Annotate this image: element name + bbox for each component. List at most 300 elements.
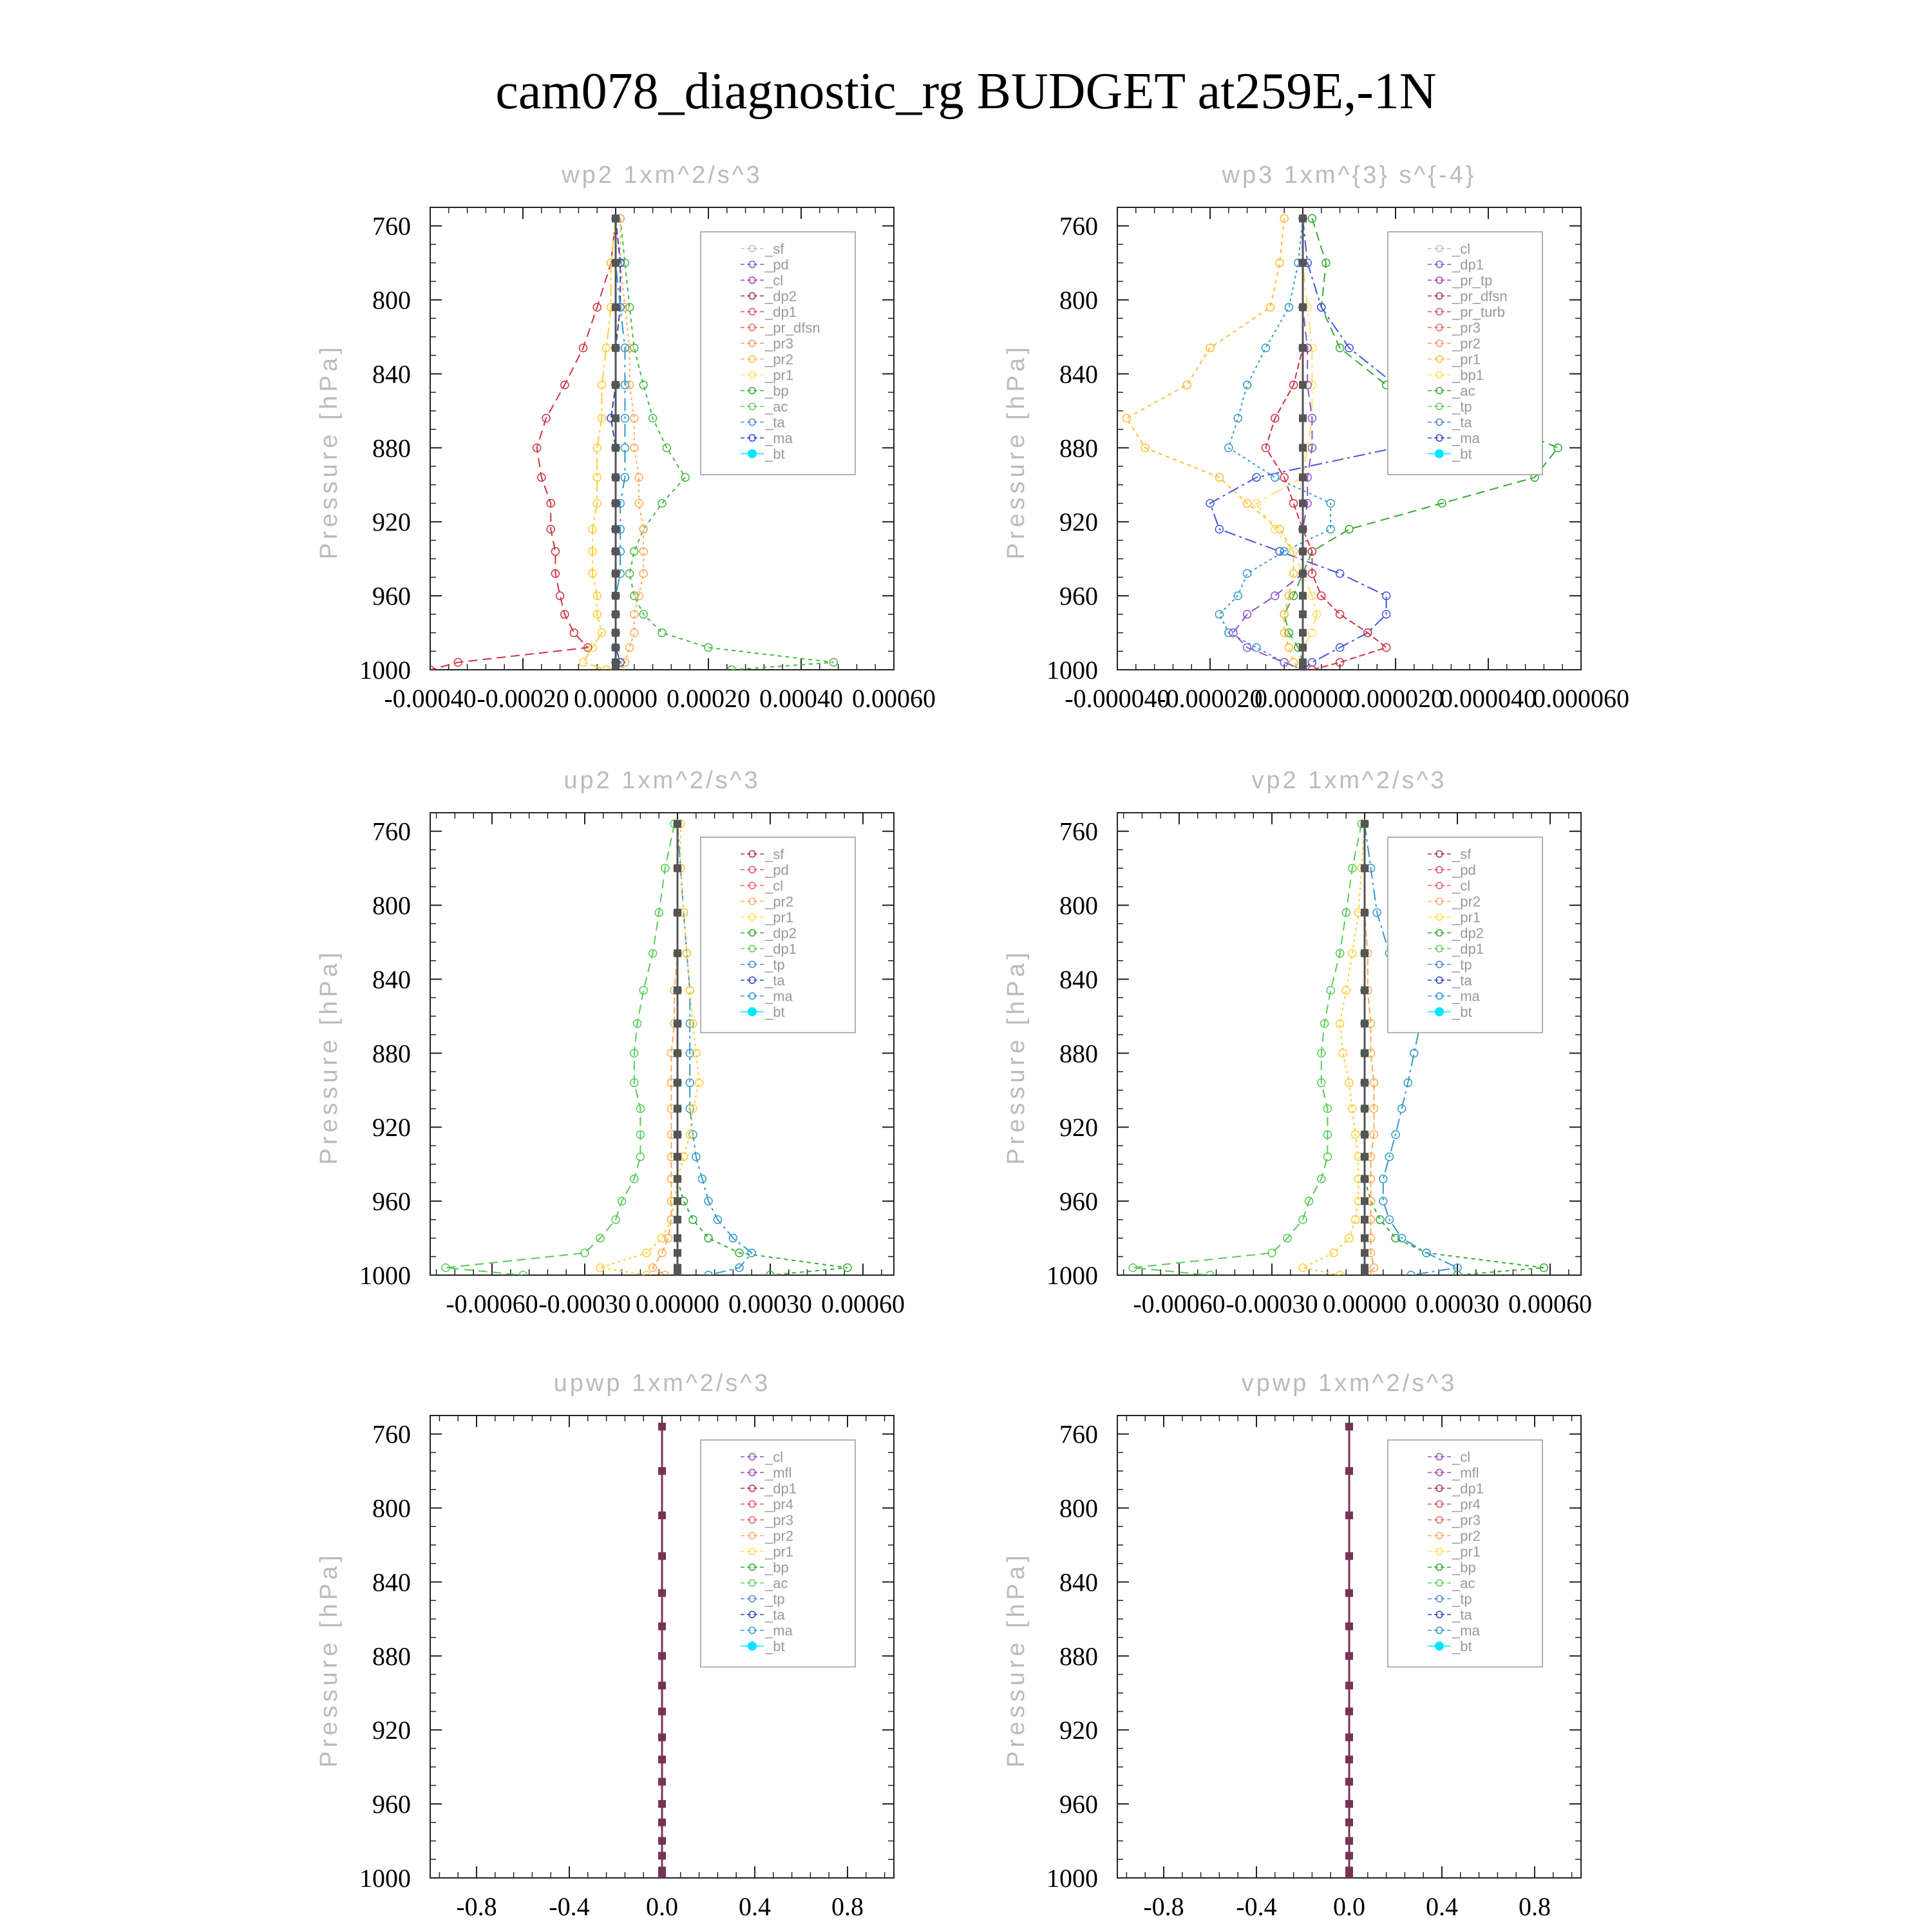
y-tick-label: 800 <box>1059 285 1098 315</box>
data-point-marker <box>1299 570 1307 578</box>
data-point-marker <box>674 1019 681 1027</box>
data-point-marker <box>658 500 666 507</box>
y-tick-label: 840 <box>372 359 411 389</box>
x-tick-label: 0.00060 <box>821 1289 905 1318</box>
legend-entry: _bp1 <box>1452 367 1484 383</box>
legend-entry: _pr3 <box>765 1512 794 1528</box>
legend-entry: _pr3 <box>1452 319 1481 336</box>
y-tick-label: 840 <box>1059 359 1098 389</box>
data-point-marker <box>1308 629 1316 637</box>
data-point-marker <box>1345 1681 1353 1689</box>
data-point-marker <box>630 344 638 352</box>
y-axis-label: Pressure [hPa] <box>1003 949 1030 1165</box>
data-point-marker <box>674 1216 681 1224</box>
plot-area <box>658 1423 666 1882</box>
legend-entry: _tp <box>765 956 785 973</box>
data-point-marker <box>1361 1216 1368 1224</box>
legend-entry: _tp <box>765 1591 785 1607</box>
data-point-marker <box>1271 592 1279 600</box>
y-tick-label: 880 <box>372 433 411 463</box>
figure-title: cam078_diagnostic_rg BUDGET at259E,-1N <box>495 63 1437 120</box>
data-point-marker <box>1361 987 1368 994</box>
y-tick-label: 920 <box>372 1716 411 1745</box>
data-point-marker <box>1299 214 1307 222</box>
y-tick-label: 920 <box>372 507 411 537</box>
legend-marker <box>1435 1007 1444 1016</box>
legend-marker <box>748 450 757 459</box>
legend-entry: _pr2 <box>765 1528 794 1544</box>
x-tick-label: 0.00030 <box>1416 1289 1499 1318</box>
legend-entry: _cl <box>765 878 784 894</box>
y-tick-label: 800 <box>372 1493 411 1523</box>
data-point-marker <box>612 303 620 311</box>
legend-entry: _sf <box>765 846 784 862</box>
data-point-marker <box>1379 1175 1387 1183</box>
data-point-marker <box>1345 1852 1353 1860</box>
y-tick-label: 920 <box>1059 507 1098 537</box>
x-tick-label: 0.000020 <box>1347 684 1444 713</box>
x-tick-label: 0.8 <box>831 1892 864 1921</box>
data-point-marker <box>1299 611 1307 618</box>
legend-entry: _pr1 <box>765 367 794 383</box>
y-tick-label: 1000 <box>1046 1261 1098 1290</box>
data-point-marker <box>1299 344 1307 352</box>
data-point-marker <box>1345 1734 1353 1741</box>
y-tick-label: 840 <box>372 1567 411 1597</box>
y-tick-label: 880 <box>1059 1642 1098 1671</box>
data-point-marker <box>674 1079 681 1086</box>
data-point-marker <box>1290 500 1298 507</box>
data-point-marker <box>658 1652 666 1660</box>
data-point-marker <box>674 820 681 828</box>
data-point-marker <box>674 1105 681 1113</box>
data-point-marker <box>612 592 620 600</box>
legend-entry: _pr2 <box>1452 893 1481 910</box>
data-point-marker <box>1361 820 1368 828</box>
data-point-marker <box>658 1622 666 1630</box>
x-tick-label: -0.000020 <box>1157 684 1263 713</box>
data-point-marker <box>1349 949 1356 957</box>
data-point-marker <box>580 659 587 667</box>
legend-entry: _mfl <box>1452 1464 1479 1481</box>
data-point-marker <box>612 500 620 507</box>
x-tick-label: 0.8 <box>1519 1892 1551 1921</box>
legend-entry: _pr2 <box>765 893 794 910</box>
data-point-marker <box>1361 1271 1368 1279</box>
legend-entry: _dp1 <box>1452 256 1484 273</box>
y-axis-label: Pressure [hPa] <box>1003 343 1030 560</box>
legend-entry: _tp <box>1452 956 1472 973</box>
legend-entry: _tp <box>1452 1591 1472 1607</box>
legend-entry: _pr4 <box>1452 1496 1481 1513</box>
series-line-pr2 <box>1126 218 1303 670</box>
data-point-marker <box>674 1271 681 1279</box>
chart-panel-4 <box>1003 767 1592 1318</box>
x-tick-label: 0.4 <box>739 1892 771 1921</box>
x-tick-label: 0.00060 <box>852 684 936 713</box>
legend-entry: _ta <box>765 1607 785 1623</box>
y-tick-label: 760 <box>372 817 411 846</box>
panel-title: upwp 1xm^2/s^3 <box>553 1370 771 1397</box>
data-point-marker <box>1183 381 1191 389</box>
x-tick-label: 0.000000 <box>1255 684 1351 713</box>
y-tick-label: 880 <box>1059 433 1098 463</box>
legend-entry: _dp2 <box>765 925 797 942</box>
data-point-marker <box>705 1235 712 1242</box>
legend-entry: _bt <box>1452 1004 1472 1020</box>
data-point-marker <box>1299 666 1307 674</box>
x-tick-label: 0.0 <box>1333 1892 1365 1921</box>
data-point-marker <box>1554 444 1562 451</box>
data-point-marker <box>1345 1778 1353 1786</box>
legend-marker <box>748 1007 757 1016</box>
legend-entry: _ta <box>1452 1607 1472 1623</box>
plot-area <box>1345 1423 1353 1882</box>
data-point-marker <box>1345 1756 1353 1763</box>
data-point-marker <box>1336 611 1344 618</box>
x-tick-label: 0.000040 <box>1440 684 1537 713</box>
y-tick-label: 880 <box>1059 1039 1098 1068</box>
legend-entry: _bp <box>765 1559 789 1576</box>
y-tick-label: 960 <box>1059 1790 1098 1819</box>
data-point-marker <box>612 414 620 422</box>
legend-entry: _ac <box>1452 383 1475 399</box>
data-point-marker <box>1234 414 1242 422</box>
series-line-dp1 <box>1133 824 1361 1275</box>
y-axis-label: Pressure [hPa] <box>316 343 343 560</box>
chart-panel-2 <box>1003 162 1629 713</box>
x-tick-label: -0.00020 <box>477 684 569 713</box>
data-point-marker <box>1345 1708 1353 1716</box>
x-tick-label: 0.00020 <box>667 684 750 713</box>
data-point-marker <box>612 644 620 652</box>
series-line-pr2 <box>583 218 616 670</box>
data-point-marker <box>612 526 620 533</box>
legend-entry: _pr1 <box>1452 1544 1481 1560</box>
x-tick-label: -0.00040 <box>384 684 477 713</box>
legend-entry: _sf <box>765 241 784 257</box>
data-point-marker <box>630 629 638 637</box>
data-point-marker <box>1280 547 1288 555</box>
legend-entry: _pr_turb <box>1452 304 1505 320</box>
data-point-marker <box>1299 444 1307 451</box>
legend-entry: _pr3 <box>1452 1512 1481 1528</box>
data-point-marker <box>1361 864 1368 872</box>
x-tick-label: 0.00060 <box>1508 1289 1592 1318</box>
data-point-marker <box>556 592 564 600</box>
legend-entry: _ac <box>765 399 788 415</box>
data-point-marker <box>612 629 620 637</box>
data-point-marker <box>1345 1467 1353 1475</box>
data-point-marker <box>589 644 596 652</box>
data-point-marker <box>1376 1216 1384 1224</box>
data-point-marker <box>612 381 620 389</box>
series-line-pr_dfsn <box>430 218 616 670</box>
data-point-marker <box>1276 526 1283 533</box>
y-axis-label: Pressure [hPa] <box>1003 1551 1030 1768</box>
data-point-marker <box>658 1837 666 1845</box>
data-point-marker <box>658 1756 666 1763</box>
data-point-marker <box>1299 259 1307 267</box>
legend-entry: _bt <box>1452 1638 1472 1654</box>
x-tick-label: 0.00000 <box>574 684 658 713</box>
legend-entry: _dp1 <box>765 1481 797 1497</box>
legend-entry: _mfl <box>765 1464 792 1481</box>
x-tick-label: -0.8 <box>456 1892 497 1921</box>
data-point-marker <box>674 1249 681 1257</box>
legend-entry: _ac <box>765 1575 788 1591</box>
data-point-marker <box>1299 644 1307 652</box>
y-tick-label: 760 <box>1059 211 1098 241</box>
chart-panel-5 <box>316 1370 894 1921</box>
y-tick-label: 760 <box>1059 817 1098 846</box>
data-point-marker <box>1361 949 1368 957</box>
data-point-marker <box>658 1800 666 1808</box>
y-tick-label: 960 <box>1059 582 1098 611</box>
x-tick-label: -0.00060 <box>446 1289 538 1318</box>
data-point-marker <box>674 1049 681 1057</box>
x-tick-label: -0.4 <box>1236 1892 1277 1921</box>
data-point-marker <box>1345 526 1353 533</box>
legend-entry: _pr_dfsn <box>1452 288 1508 305</box>
y-tick-label: 840 <box>372 965 411 994</box>
y-tick-label: 960 <box>372 1790 411 1819</box>
legend-entry: _sf <box>1452 846 1472 862</box>
data-point-marker <box>658 1778 666 1786</box>
legend-entry: _dp1 <box>765 304 797 320</box>
data-point-marker <box>612 473 620 481</box>
data-point-marker <box>689 1216 697 1224</box>
panel-title: vpwp 1xm^2/s^3 <box>1241 1370 1457 1397</box>
legend-entry: _ma <box>765 988 793 1005</box>
y-tick-label: 880 <box>372 1039 411 1068</box>
data-point-marker <box>1345 1511 1353 1519</box>
y-tick-label: 1000 <box>359 656 411 685</box>
y-tick-label: 760 <box>1059 1419 1098 1449</box>
y-tick-label: 960 <box>372 582 411 611</box>
data-point-marker <box>1299 547 1307 555</box>
x-tick-label: 0.00030 <box>728 1289 812 1318</box>
legend-entry: _bt <box>765 446 785 462</box>
data-point-marker <box>1361 1105 1368 1113</box>
data-point-marker <box>674 1235 681 1242</box>
x-tick-label: 0.00040 <box>759 684 843 713</box>
legend-entry: _ta <box>1452 972 1472 989</box>
y-tick-label: 880 <box>372 1642 411 1671</box>
x-tick-label: -0.00030 <box>1226 1289 1318 1318</box>
legend-entry: _pr2 <box>1452 1528 1481 1544</box>
series-line-dp1 <box>446 824 674 1275</box>
legend-entry: _ma <box>1452 430 1480 446</box>
data-point-marker <box>1299 381 1307 389</box>
data-point-marker <box>658 1734 666 1741</box>
x-tick-label: -0.4 <box>549 1892 590 1921</box>
data-point-marker <box>674 1131 681 1139</box>
legend-entry: _bp <box>765 383 789 399</box>
panels <box>316 162 1629 1921</box>
legend-entry: _bt <box>1452 446 1472 462</box>
chart-panel-3 <box>316 767 905 1318</box>
x-tick-label: -0.000040 <box>1065 684 1170 713</box>
chart-panel-1 <box>316 162 936 713</box>
legend-entry: _cl <box>1452 241 1471 257</box>
x-tick-label: 0.00000 <box>636 1289 719 1318</box>
data-point-marker <box>612 344 620 352</box>
data-point-marker <box>1361 1264 1368 1272</box>
data-point-marker <box>658 1852 666 1860</box>
data-point-marker <box>1345 1423 1353 1430</box>
data-point-marker <box>1299 303 1307 311</box>
data-point-marker <box>1361 909 1368 916</box>
data-point-marker <box>658 1511 666 1519</box>
series-line-pr1 <box>1303 824 1365 1275</box>
legend-entry: _pr_tp <box>1452 272 1493 289</box>
data-point-marker <box>1361 1175 1368 1183</box>
y-tick-label: 1000 <box>359 1864 411 1893</box>
data-point-marker <box>658 1423 666 1430</box>
data-point-marker <box>1262 344 1269 352</box>
legend-entry: _bt <box>765 1638 785 1654</box>
legend-entry: _ma <box>765 1622 793 1639</box>
data-point-marker <box>1345 1800 1353 1808</box>
data-point-marker <box>1285 592 1293 600</box>
data-point-marker <box>1345 1652 1353 1660</box>
panel-title: wp3 1xm^{3} s^{-4} <box>1222 162 1477 189</box>
y-tick-label: 1000 <box>1046 1864 1098 1893</box>
legend-entry: _ta <box>765 414 785 431</box>
data-point-marker <box>1361 1079 1368 1086</box>
legend-entry: _ta <box>1452 414 1472 431</box>
x-tick-label: 0.4 <box>1426 1892 1458 1921</box>
data-point-marker <box>658 1552 666 1560</box>
legend-entry: _pr1 <box>1452 351 1481 368</box>
data-point-marker <box>658 1681 666 1689</box>
data-point-marker <box>658 1708 666 1716</box>
panel-title: up2 1xm^2/s^3 <box>564 767 761 794</box>
legend-entry: _pr1 <box>765 1544 794 1560</box>
x-tick-label: 0.0 <box>646 1892 678 1921</box>
legend-entry: _cl <box>1452 1449 1471 1465</box>
data-point-marker <box>1299 592 1307 600</box>
legend-entry: _bp <box>1452 1559 1476 1576</box>
legend-entry: _dp2 <box>1452 925 1484 942</box>
data-point-marker <box>612 659 620 667</box>
legend-entry: _pd <box>765 862 789 878</box>
panel-title: vp2 1xm^2/s^3 <box>1251 767 1447 794</box>
x-tick-label: 0.000060 <box>1533 684 1629 713</box>
data-point-marker <box>674 1175 681 1183</box>
data-point-marker <box>674 1197 681 1205</box>
legend-entry: _pr_dfsn <box>765 319 820 336</box>
legend-entry: _pr2 <box>1452 336 1481 352</box>
x-tick-label: -0.8 <box>1143 1892 1184 1921</box>
data-point-marker <box>1383 644 1390 652</box>
chart-panel-6 <box>1003 1370 1581 1921</box>
series-line-pr_dfsn <box>1265 218 1386 670</box>
data-point-marker <box>1345 1622 1353 1630</box>
data-point-marker <box>674 1264 681 1272</box>
data-point-marker <box>1215 611 1223 618</box>
legend-marker <box>748 1642 757 1651</box>
y-tick-label: 800 <box>372 285 411 315</box>
data-point-marker <box>674 987 681 994</box>
legend-entry: _cl <box>1452 878 1471 894</box>
legend-entry: _cl <box>765 272 784 289</box>
legend-entry: _bt <box>765 1004 785 1020</box>
data-point-marker <box>1361 1197 1368 1205</box>
legend-marker <box>1435 1642 1444 1651</box>
series-line-pr1 <box>600 824 699 1275</box>
data-point-marker <box>1345 1819 1353 1826</box>
legend-entry: _pr4 <box>765 1496 794 1513</box>
data-point-marker <box>1361 1131 1368 1139</box>
data-point-marker <box>1244 381 1251 389</box>
legend-entry: _pr1 <box>1452 909 1481 925</box>
data-point-marker <box>570 629 578 637</box>
data-point-marker <box>612 570 620 578</box>
y-tick-label: 840 <box>1059 1567 1098 1597</box>
legend-entry: _cl <box>765 1449 784 1465</box>
data-point-marker <box>674 949 681 957</box>
data-point-marker <box>658 1819 666 1826</box>
legend-entry: _ac <box>1452 1575 1475 1591</box>
y-tick-label: 920 <box>372 1113 411 1142</box>
data-point-marker <box>1345 1837 1353 1845</box>
legend-marker <box>1435 450 1444 459</box>
data-point-marker <box>1244 570 1251 578</box>
legend-entry: _dp1 <box>1452 1481 1484 1497</box>
data-point-marker <box>612 214 620 222</box>
data-point-marker <box>658 629 666 637</box>
data-point-marker <box>658 1467 666 1475</box>
data-point-marker <box>626 644 634 652</box>
data-point-marker <box>658 1589 666 1597</box>
data-point-marker <box>1345 1867 1353 1875</box>
y-tick-label: 760 <box>372 211 411 241</box>
legend-entry: _ma <box>1452 1622 1480 1639</box>
y-tick-label: 960 <box>372 1187 411 1217</box>
data-point-marker <box>1361 1235 1368 1242</box>
data-point-marker <box>1345 1589 1353 1597</box>
data-point-marker <box>674 909 681 916</box>
y-axis-label: Pressure [hPa] <box>316 949 343 1165</box>
data-point-marker <box>658 1867 666 1875</box>
data-point-marker <box>674 1153 681 1160</box>
data-point-marker <box>612 259 620 267</box>
x-tick-label: 0.00000 <box>1323 1289 1406 1318</box>
y-axis-label: Pressure [hPa] <box>316 1551 343 1768</box>
legend-entry: _ma <box>765 430 793 446</box>
data-point-marker <box>639 381 647 389</box>
y-tick-label: 800 <box>1059 1493 1098 1523</box>
data-point-marker <box>1271 473 1279 481</box>
data-point-marker <box>658 1874 666 1882</box>
legend-entry: _pr2 <box>765 351 794 368</box>
y-tick-label: 840 <box>1059 965 1098 994</box>
data-point-marker <box>1299 414 1307 422</box>
y-tick-label: 920 <box>1059 1113 1098 1142</box>
data-point-marker <box>1361 1249 1368 1257</box>
data-point-marker <box>1308 659 1316 667</box>
data-point-marker <box>1299 500 1307 507</box>
legend-entry: _pr3 <box>765 336 794 352</box>
legend-entry: _tp <box>1452 399 1472 415</box>
legend-entry: _ta <box>765 972 785 989</box>
data-point-marker <box>1345 1552 1353 1560</box>
data-point-marker <box>612 611 620 618</box>
y-tick-label: 760 <box>372 1419 411 1449</box>
legend-entry: _pr1 <box>765 909 794 925</box>
